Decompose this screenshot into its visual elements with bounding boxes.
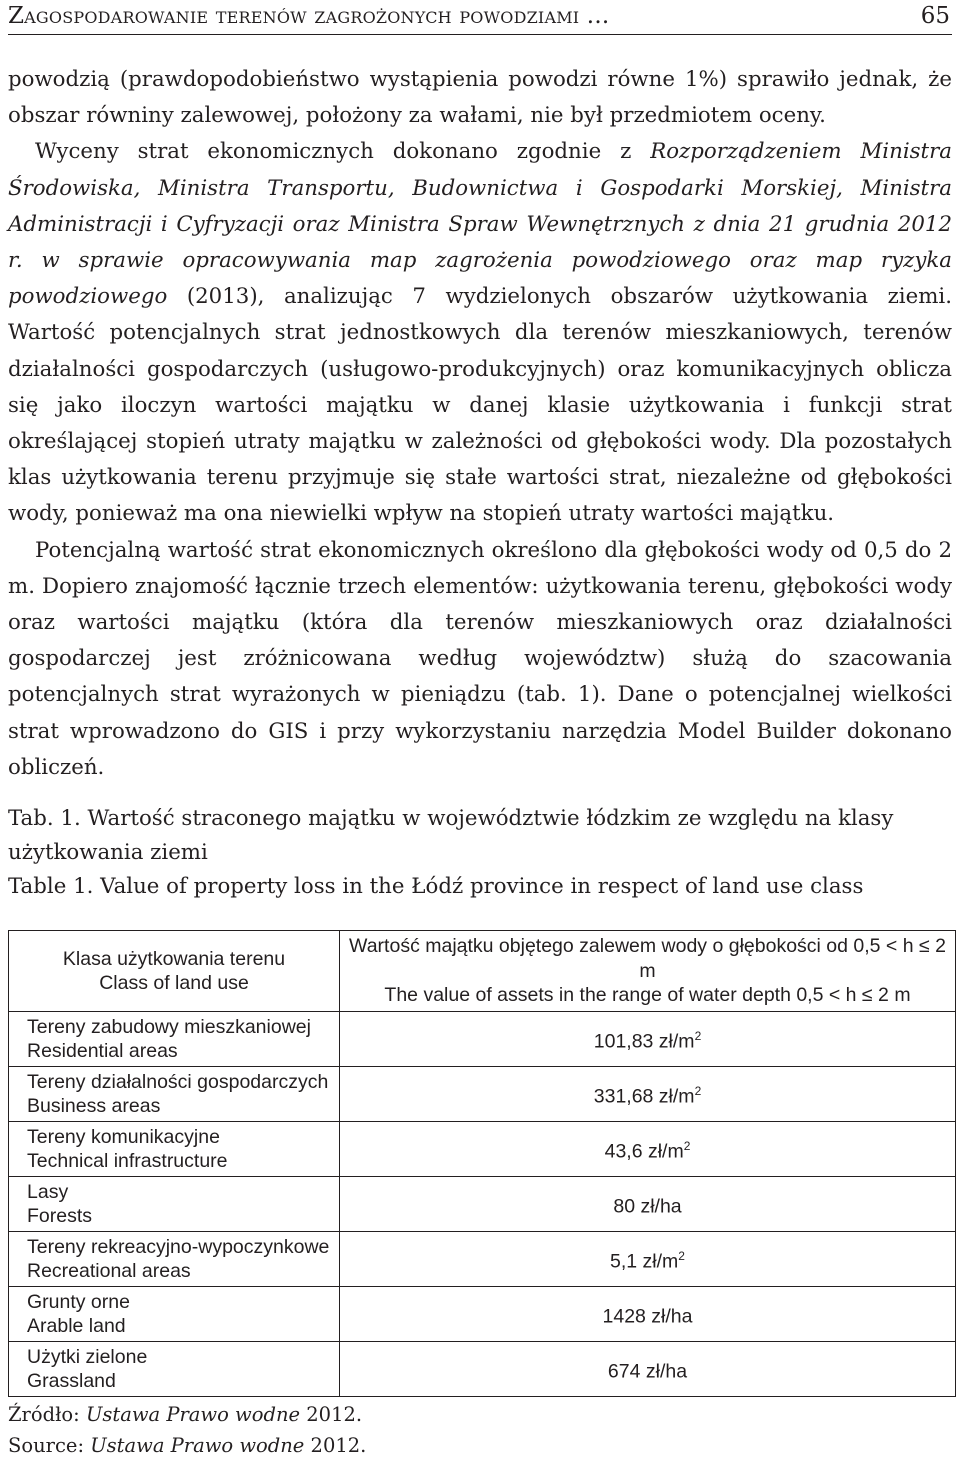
- header-land-use-class: [9, 931, 340, 1012]
- body-text: [8, 62, 952, 786]
- table-row: [9, 1177, 956, 1232]
- class-name-pl: Tereny komunikacyjne: [27, 1125, 220, 1148]
- table-row: [9, 1067, 956, 1122]
- asset-value: 101,83 zł/m: [593, 1030, 695, 1053]
- paragraph-2: [8, 134, 952, 532]
- asset-value-cell: [340, 1232, 956, 1287]
- paragraph-3: Potencjalną wartość strat ekonomicznych określono dla głębokości wody od 0,5 do 2 m. Dopiero znajomość łącznie trzech elementów: użytkowania terenu, głębokości wody oraz wartości majątku (która dla terenów mieszkaniowych oraz działalności gospodarczej jest zróżnicowana według województw) służą do szacowania potencjalnych strat wyrażonych w pieniądzu (tab. 1). Dane o potencjalnej wielkości strat wprowadzono do GIS i przy wykorzystaniu narzędzia Model Builder dokonano obliczeń.: [8, 537, 952, 780]
- table-caption: [8, 802, 952, 904]
- asset-value-cell: [340, 1342, 956, 1397]
- asset-value-cell: [340, 1012, 956, 1067]
- asset-value-cell: [340, 1177, 956, 1232]
- header-class-en: Class of land use: [99, 972, 249, 994]
- header-class-pl: Klasa użytkowania terenu: [62, 947, 286, 970]
- class-name-en: Residential areas: [27, 1040, 178, 1062]
- source-polish: [8, 1399, 366, 1430]
- asset-value-cell: [340, 1287, 956, 1342]
- source-label-en: Source:: [8, 1434, 91, 1457]
- class-name-pl: Tereny działalności gospodarczych: [27, 1070, 329, 1093]
- loss-value-table: [8, 930, 956, 1397]
- source-title-en: Ustawa Prawo wodne: [90, 1434, 305, 1457]
- class-name-en: Business areas: [27, 1095, 161, 1117]
- running-title: Zagospodarowanie terenów zagrożonych powodziami ...: [8, 3, 610, 29]
- header-value-pl: Wartość majątku objętego zalewem wody o głębokości od 0,5 < h ≤ 2 m: [349, 935, 946, 982]
- land-use-class-cell: [9, 1012, 340, 1067]
- running-header: [8, 0, 952, 35]
- table-body: [9, 1012, 956, 1397]
- paragraph-1: powodzią (prawdopodobieństwo wystąpienia powodzi równe 1%) sprawiło jednak, że obszar równiny zalewowej, położony za wałami, nie był przedmiotem oceny.: [8, 67, 952, 129]
- class-name-en: Forests: [27, 1205, 93, 1227]
- land-use-class-cell: [9, 1122, 340, 1177]
- asset-value: 80 zł/ha: [613, 1195, 682, 1218]
- table-row: [9, 1342, 956, 1397]
- table-row: [9, 1232, 956, 1287]
- source-year-pl: 2012.: [300, 1403, 363, 1426]
- unit-exponent: 2: [678, 1249, 685, 1263]
- class-name-pl: Użytki zielone: [27, 1345, 148, 1368]
- table-row: [9, 1122, 956, 1177]
- land-use-class-cell: [9, 1287, 340, 1342]
- paragraph-2-start: Wyceny strat ekonomicznych dokonano zgodnie z: [35, 139, 651, 165]
- source-english: [8, 1430, 366, 1461]
- unit-exponent: 2: [694, 1084, 702, 1098]
- caption-english: Table 1. Value of property loss in the Łódź province in respect of land use class: [8, 874, 864, 899]
- page-number: 65: [920, 3, 950, 29]
- land-use-class-cell: [9, 1232, 340, 1287]
- source-year-en: 2012.: [304, 1434, 367, 1457]
- table-row: [9, 1287, 956, 1342]
- class-name-pl: Tereny zabudowy mieszkaniowej: [27, 1015, 311, 1038]
- land-use-class-cell: [9, 1342, 340, 1397]
- class-name-en: Arable land: [27, 1315, 126, 1337]
- source-label-pl: Źródło:: [8, 1403, 86, 1426]
- asset-value: 331,68 zł/m: [593, 1085, 695, 1108]
- class-name-en: Technical infrastructure: [27, 1150, 228, 1172]
- paragraph-2-rest: (2013), analizując 7 wydzielonych obszarów użytkowania ziemi. Wartość potencjalnych strat jednostkowych dla terenów mieszkaniowych, terenów działalności gospodarczych (usługowo-produkcyjnych) oraz komunikacyjnych oblicza się jako iloczyn wartości majątku w danej klasie użytkowania i funkcji strat określającej stopień utraty majątku w zależności od głębokości wody. Dla pozostałych klas użytkowania terenu przyjmuje się stałe wartości strat, niezależne od głębokości wody, ponieważ ma ona niewielki wpływ na stopień utraty wartości majątku.: [8, 284, 952, 527]
- asset-value: 43,6 zł/m: [604, 1140, 684, 1163]
- table-header-row: [9, 931, 956, 1012]
- class-name-pl: Grunty orne: [27, 1290, 130, 1313]
- asset-value: 1428 zł/ha: [602, 1305, 693, 1328]
- source-note: [8, 1399, 366, 1461]
- asset-value: 5,1 zł/m: [610, 1250, 679, 1273]
- class-name-pl: Tereny rekreacyjno-wypoczynkowe: [27, 1235, 330, 1258]
- regulation-title: Rozporządzeniem Ministra Środowiska, Ministra Transportu, Budownictwa i Gospodarki Morskiej, Ministra Administracji i Cyfryzacji oraz Ministra Spraw Wewnętrznych z dnia 21 grudnia 2012 r. w sprawie opracowywania map zagrożenia powodziowego oraz map ryzyka powodziowego: [8, 139, 952, 310]
- caption-polish: Tab. 1. Wartość straconego majątku w województwie łódzkim ze względu na klasy użytkowania ziemi: [8, 806, 894, 865]
- asset-value: 674 zł/ha: [607, 1360, 688, 1383]
- header-value-en: The value of assets in the range of water depth 0,5 < h ≤ 2 m: [384, 984, 911, 1007]
- class-name-pl: Lasy: [27, 1180, 69, 1203]
- unit-exponent: 2: [694, 1029, 702, 1043]
- class-name-en: Recreational areas: [27, 1260, 191, 1282]
- source-title-pl: Ustawa Prawo wodne: [85, 1403, 301, 1426]
- class-name-en: Grassland: [27, 1370, 116, 1392]
- land-use-class-cell: [9, 1177, 340, 1232]
- asset-value-cell: [340, 1067, 956, 1122]
- header-asset-value: [340, 931, 956, 1012]
- asset-value-cell: [340, 1122, 956, 1177]
- unit-exponent: 2: [683, 1139, 691, 1153]
- table-row: [9, 1012, 956, 1067]
- land-use-class-cell: [9, 1067, 340, 1122]
